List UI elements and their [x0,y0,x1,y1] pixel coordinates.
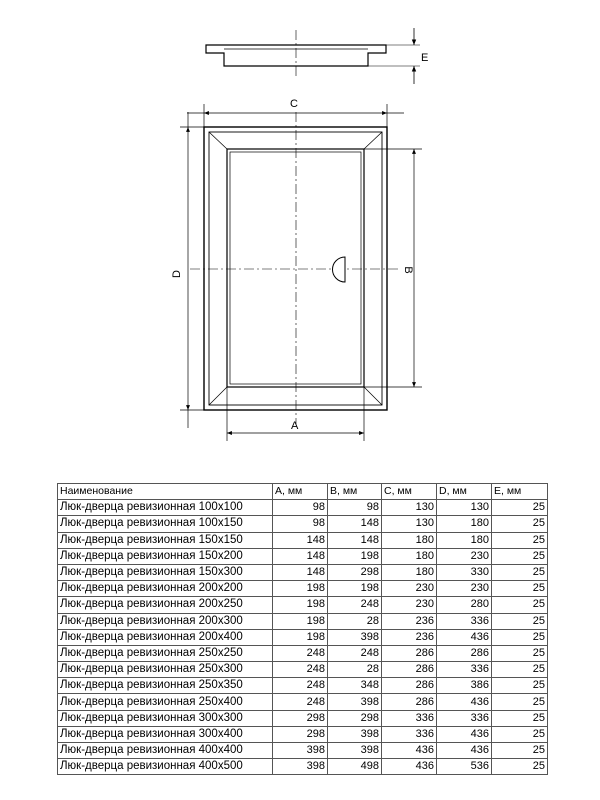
cell-value: 330 [437,564,492,580]
dimension-a-label: A [291,420,299,432]
cell-name: Люк-дверца ревизионная 400х400 [58,743,273,759]
cell-value: 280 [437,597,492,613]
cell-name: Люк-дверца ревизионная 100х100 [58,500,273,516]
cell-value: 248 [328,645,382,661]
cell-value: 28 [328,613,382,629]
cell-value: 130 [382,516,437,532]
cell-value: 198 [328,548,382,564]
table-row [58,662,548,678]
table-row [58,613,548,629]
cell-value: 298 [328,710,382,726]
cell-value: 130 [437,500,492,516]
cell-value: 25 [492,694,548,710]
table-row [58,564,548,580]
cell-name: Люк-дверца ревизионная 300х400 [58,726,273,742]
cell-value: 236 [382,613,437,629]
cell-value: 180 [382,564,437,580]
cell-value: 336 [437,710,492,726]
dimension-d [180,112,204,428]
cell-value: 198 [273,613,328,629]
cell-value: 98 [273,516,328,532]
side-profile-view [206,28,420,84]
table-header-row [58,484,548,500]
cell-value: 148 [328,532,382,548]
cell-value: 248 [328,597,382,613]
cell-value: 398 [328,743,382,759]
cell-value: 25 [492,710,548,726]
cell-value: 286 [382,694,437,710]
cell-name: Люк-дверца ревизионная 150х200 [58,548,273,564]
cell-name: Люк-дверца ревизионная 250х250 [58,645,273,661]
table-row [58,581,548,597]
cell-value: 98 [328,500,382,516]
cell-value: 180 [437,516,492,532]
cell-value: 398 [328,726,382,742]
cell-value: 298 [273,726,328,742]
cell-value: 436 [437,726,492,742]
table-row [58,597,548,613]
cell-name: Люк-дверца ревизионная 250х400 [58,694,273,710]
cell-name: Люк-дверца ревизионная 200х300 [58,613,273,629]
cell-value: 25 [492,548,548,564]
cell-name: Люк-дверца ревизионная 150х300 [58,564,273,580]
cell-value: 298 [328,564,382,580]
header-e: E, мм [492,484,548,500]
cell-value: 25 [492,516,548,532]
table-row [58,726,548,742]
cell-value: 230 [437,581,492,597]
cell-value: 298 [273,710,328,726]
cell-value: 28 [328,662,382,678]
cell-value: 248 [273,662,328,678]
cell-name: Люк-дверца ревизионная 400х500 [58,759,273,775]
table-row [58,629,548,645]
handle-icon [332,257,345,282]
cell-value: 25 [492,597,548,613]
cell-value: 436 [382,759,437,775]
cell-value: 180 [382,532,437,548]
dimension-d-label: D [171,270,183,278]
dimension-e-label: E [421,52,429,64]
cell-value: 198 [273,581,328,597]
cell-value: 198 [273,629,328,645]
cell-value: 25 [492,581,548,597]
table-row [58,759,548,775]
cell-value: 148 [273,548,328,564]
cell-value: 436 [437,694,492,710]
cell-value: 436 [437,743,492,759]
table-row [58,532,548,548]
cell-value: 286 [382,645,437,661]
table-row [58,694,548,710]
cell-value: 25 [492,759,548,775]
cell-value: 398 [328,694,382,710]
dimension-a [227,387,364,441]
cell-name: Люк-дверца ревизионная 250х300 [58,662,273,678]
table-row [58,678,548,694]
cell-name: Люк-дверца ревизионная 200х250 [58,597,273,613]
table-row [58,645,548,661]
header-name: Наименование [58,484,273,500]
cell-value: 286 [382,662,437,678]
dimension-c-label: C [290,98,298,110]
cell-value: 248 [273,694,328,710]
cell-value: 436 [437,629,492,645]
table-row [58,516,548,532]
cell-name: Люк-дверца ревизионная 100х150 [58,516,273,532]
cell-value: 398 [273,759,328,775]
cell-value: 25 [492,613,548,629]
cell-value: 25 [492,662,548,678]
cell-value: 248 [273,678,328,694]
cell-value: 148 [273,532,328,548]
cell-value: 230 [382,581,437,597]
cell-value: 198 [328,581,382,597]
table-row [58,500,548,516]
cell-value: 336 [437,613,492,629]
cell-value: 336 [382,726,437,742]
header-c: C, мм [382,484,437,500]
cell-value: 536 [437,759,492,775]
cell-name: Люк-дверца ревизионная 200х400 [58,629,273,645]
cell-value: 498 [328,759,382,775]
cell-value: 198 [273,597,328,613]
cell-value: 230 [437,548,492,564]
dimensions-table [57,483,548,775]
cell-value: 180 [382,548,437,564]
table-row [58,548,548,564]
cell-value: 248 [273,645,328,661]
cell-name: Люк-дверца ревизионная 200х200 [58,581,273,597]
cell-value: 236 [382,629,437,645]
table-row [58,710,548,726]
cell-value: 25 [492,500,548,516]
front-view [190,112,398,424]
cell-value: 25 [492,564,548,580]
cell-value: 25 [492,532,548,548]
header-b: B, мм [328,484,382,500]
cell-value: 336 [437,662,492,678]
cell-value: 180 [437,532,492,548]
header-d: D, мм [437,484,492,500]
cell-value: 130 [382,500,437,516]
cell-name: Люк-дверца ревизионная 150х150 [58,532,273,548]
cell-value: 25 [492,629,548,645]
cell-name: Люк-дверца ревизионная 250х350 [58,678,273,694]
cell-value: 348 [328,678,382,694]
table-row [58,743,548,759]
cell-value: 25 [492,678,548,694]
cell-value: 148 [273,564,328,580]
cell-value: 398 [273,743,328,759]
cell-value: 25 [492,645,548,661]
cell-name: Люк-дверца ревизионная 300х300 [58,710,273,726]
cell-value: 25 [492,743,548,759]
header-a: A, мм [273,484,328,500]
cell-value: 386 [437,678,492,694]
cell-value: 230 [382,597,437,613]
cell-value: 148 [328,516,382,532]
cell-value: 286 [437,645,492,661]
cell-value: 25 [492,726,548,742]
cell-value: 398 [328,629,382,645]
dimension-b-label: B [402,266,414,274]
cell-value: 98 [273,500,328,516]
cell-value: 436 [382,743,437,759]
cell-value: 286 [382,678,437,694]
cell-value: 336 [382,710,437,726]
